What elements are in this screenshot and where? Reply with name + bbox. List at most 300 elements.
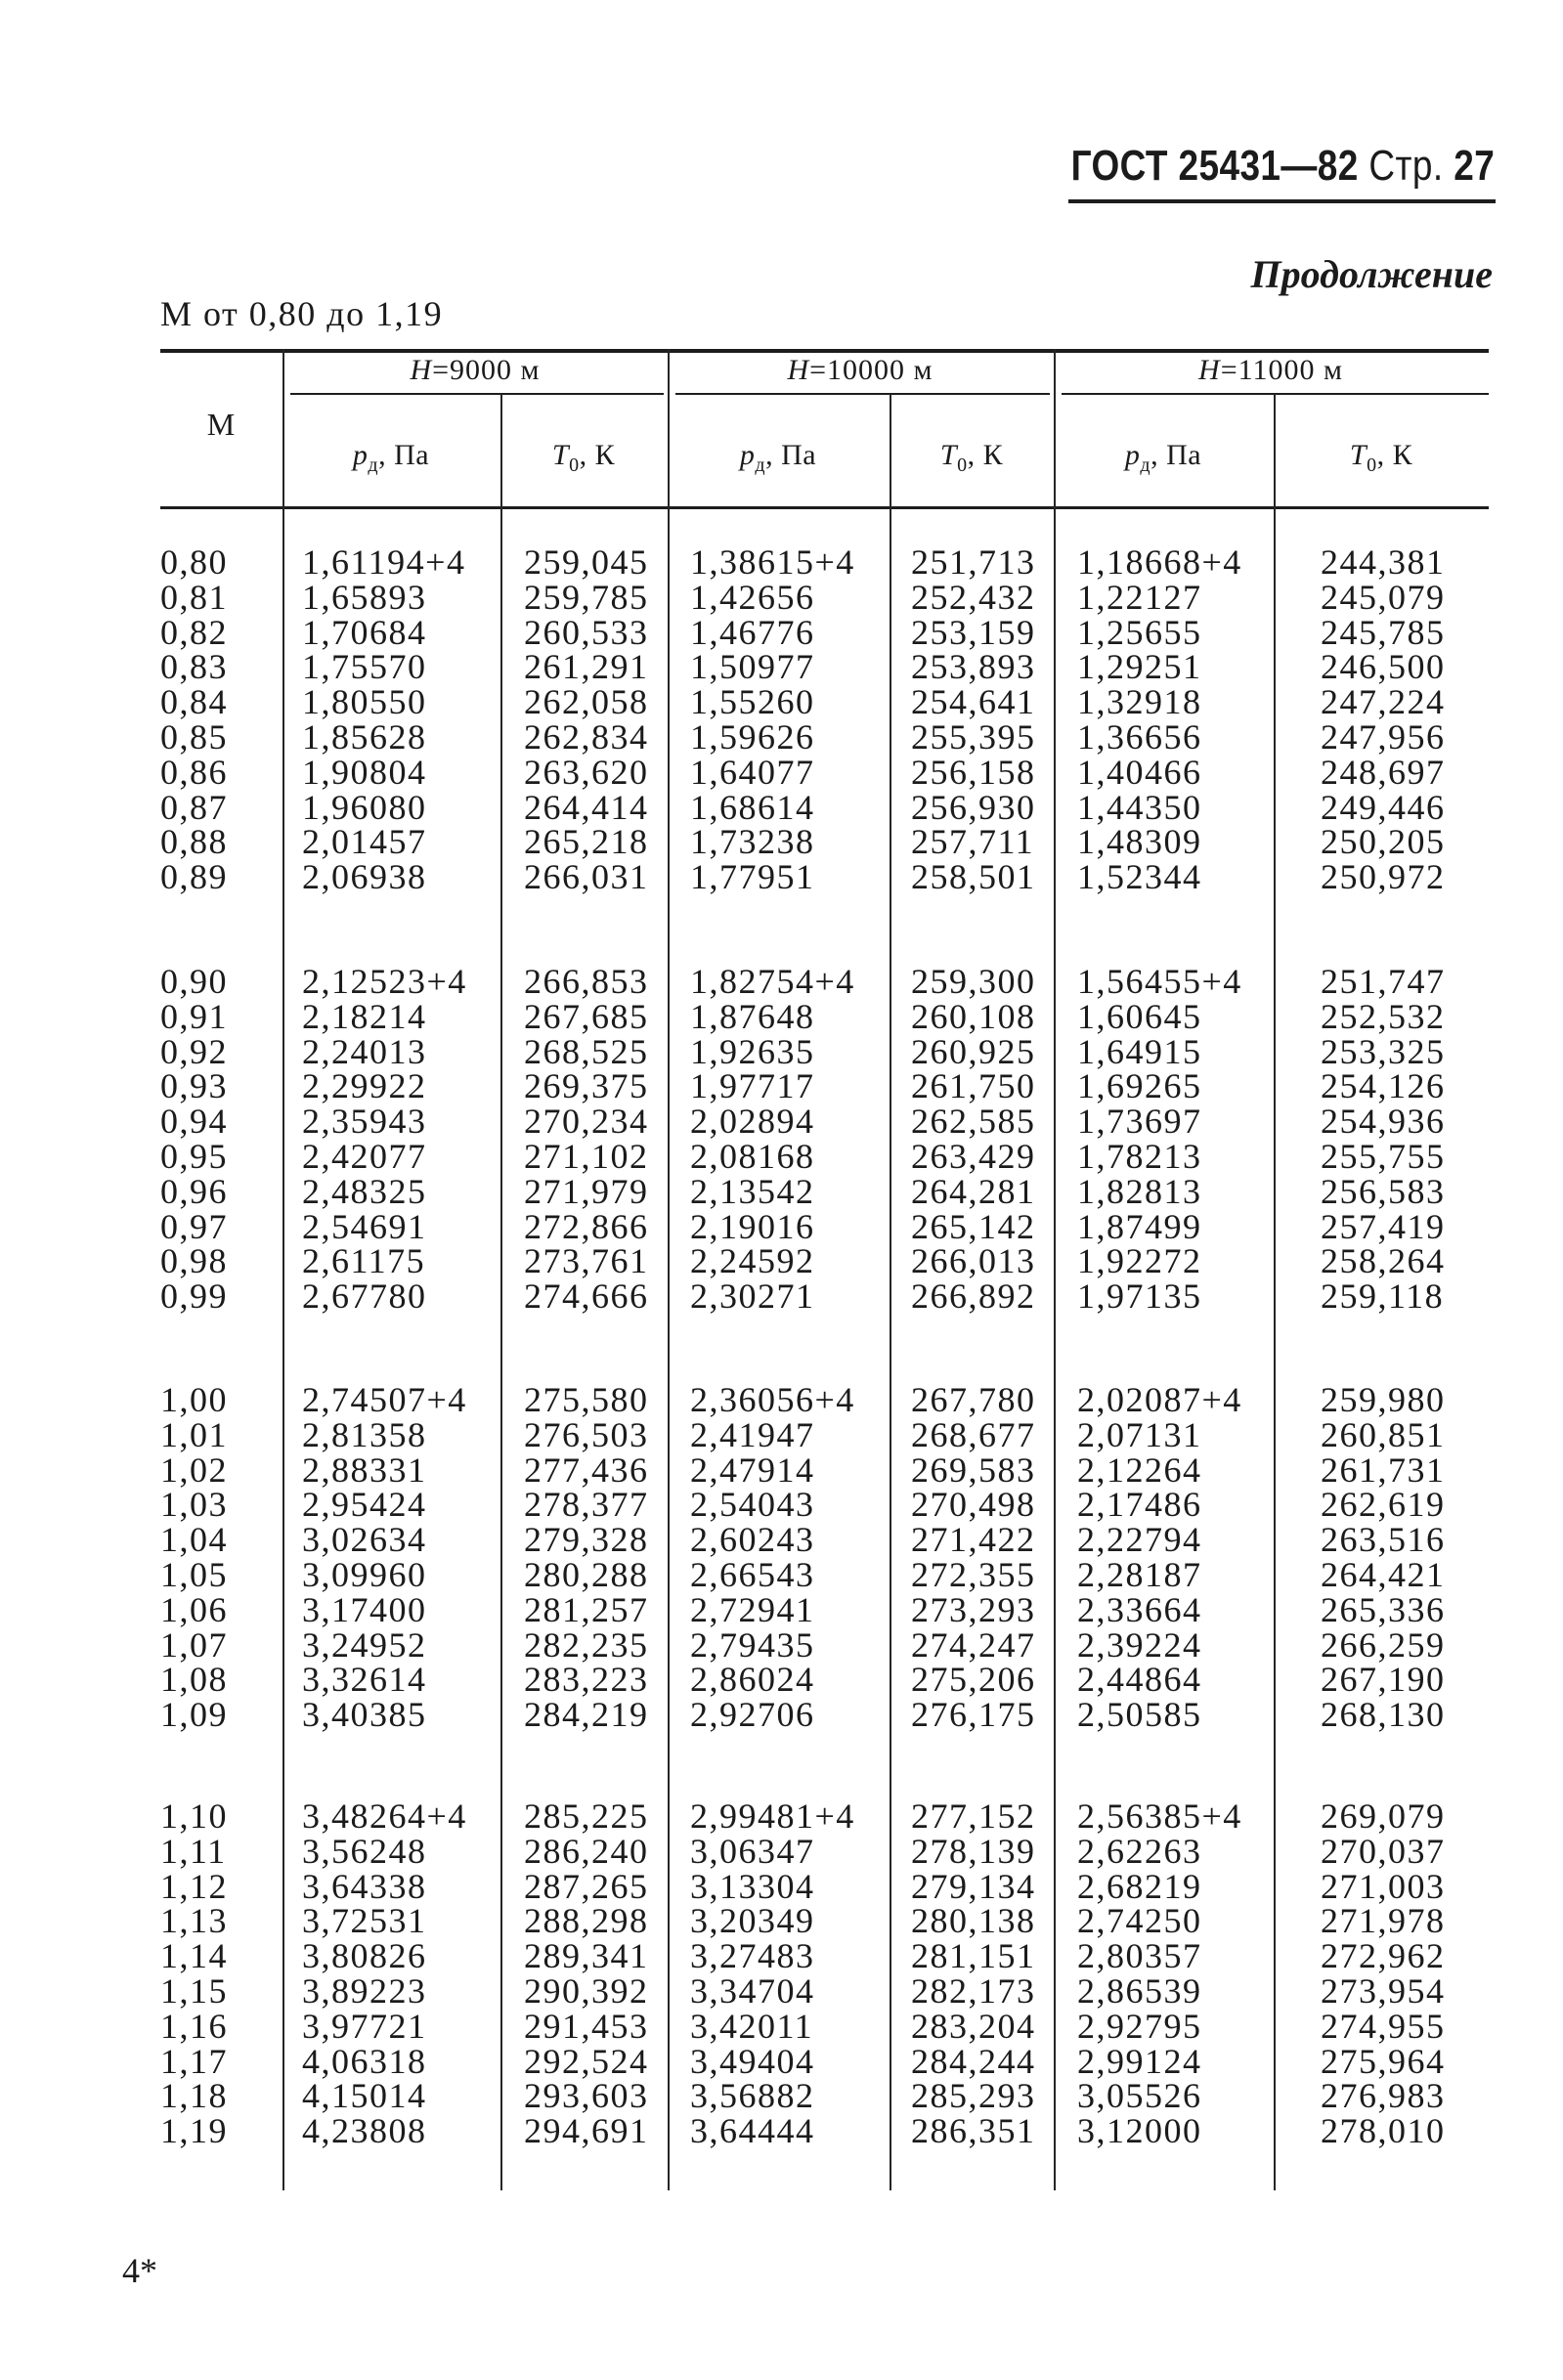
temperature-cell-h11000: 256,583 — [1321, 1171, 1446, 1211]
pressure-cell-h9000: 2,95424 — [302, 1485, 427, 1525]
pressure-cell-h10000: 3,27483 — [690, 1936, 815, 1976]
pressure-cell-h9000: 2,67780 — [302, 1277, 427, 1317]
mach-column-header: М — [206, 407, 236, 442]
temperature-unit: , К — [579, 439, 616, 471]
temperature-cell-h11000: 263,516 — [1321, 1520, 1446, 1560]
temperature-cell-h10000: 285,293 — [911, 2076, 1036, 2116]
pressure-cell-h11000: 2,39224 — [1077, 1624, 1202, 1665]
pressure-cell-h11000: 2,22794 — [1077, 1520, 1202, 1560]
mach-number-cell: 1,14 — [160, 1936, 228, 1976]
temperature-cell-h11000: 276,983 — [1321, 2076, 1446, 2116]
table-row — [0, 752, 1563, 792]
pressure-cell-h10000: 2,02894 — [690, 1102, 815, 1142]
pressure-cell-h9000: 3,56248 — [302, 1831, 427, 1871]
pressure-cell-h10000: 1,87648 — [690, 996, 815, 1036]
temperature-cell-h9000: 283,223 — [524, 1660, 649, 1700]
temperature-cell-h10000: 256,158 — [911, 752, 1036, 792]
temperature-cell-h10000: 271,422 — [911, 1520, 1036, 1560]
mach-number-cell: 0,92 — [160, 1031, 228, 1071]
temperature-cell-h9000: 263,620 — [524, 752, 649, 792]
temperature-cell-h11000: 250,205 — [1321, 822, 1446, 862]
pressure-cell-h9000: 2,81358 — [302, 1414, 427, 1454]
pressure-cell-h9000: 3,89223 — [302, 1971, 427, 2011]
table-row — [0, 1102, 1563, 1142]
pressure-cell-h9000: 2,88331 — [302, 1450, 427, 1490]
temperature-cell-h11000: 275,964 — [1321, 2041, 1446, 2081]
pressure-cell-h11000: 2,17486 — [1077, 1485, 1202, 1525]
temperature-cell-h9000: 285,225 — [524, 1796, 649, 1836]
pressure-cell-h10000: 1,82754+4 — [690, 962, 855, 1001]
temperature-cell-h10000: 252,432 — [911, 577, 1036, 617]
mach-number-cell: 0,98 — [160, 1241, 228, 1281]
pressure-cell-h10000: 3,42011 — [690, 2006, 814, 2046]
pressure-cell-h9000: 4,15014 — [302, 2076, 427, 2116]
table-row — [0, 822, 1563, 862]
temperature-cell-h9000: 271,102 — [524, 1137, 649, 1176]
pressure-cell-h9000: 4,06318 — [302, 2041, 427, 2081]
temperature-cell-h11000: 273,954 — [1321, 1971, 1446, 2011]
pressure-symbol: p — [1124, 439, 1141, 471]
table-row — [0, 964, 1563, 999]
temperature-cell-h11000: 269,079 — [1321, 1796, 1446, 1836]
pressure-cell-h10000: 2,47914 — [690, 1450, 815, 1490]
table-row — [0, 2076, 1563, 2116]
mach-number-cell: 1,18 — [160, 2076, 228, 2116]
table-row — [0, 544, 1563, 580]
altitude-value: =11000 м — [1220, 354, 1343, 386]
mach-number-cell: 0,88 — [160, 822, 228, 862]
temperature-cell-h9000: 280,288 — [524, 1555, 649, 1594]
pressure-cell-h11000: 1,73697 — [1077, 1102, 1202, 1142]
temperature-cell-h11000: 257,419 — [1321, 1206, 1446, 1246]
mach-number-cell: 1,04 — [160, 1520, 228, 1560]
temperature-cell-h10000: 261,750 — [911, 1066, 1036, 1106]
temperature-cell-h10000: 283,204 — [911, 2006, 1036, 2046]
mach-number-cell: 0,84 — [160, 682, 228, 722]
temperature-cell-h10000: 273,293 — [911, 1589, 1036, 1629]
pressure-cell-h9000: 1,65893 — [302, 577, 427, 617]
pressure-cell-h9000: 1,75570 — [302, 647, 427, 687]
temperature-cell-h10000: 279,134 — [911, 1866, 1036, 1906]
mach-number-cell: 1,15 — [160, 1971, 228, 2011]
temperature-cell-h9000: 261,291 — [524, 647, 649, 687]
temperature-cell-h9000: 266,853 — [524, 962, 649, 1001]
temperature-cell-h11000: 266,259 — [1321, 1624, 1446, 1665]
temperature-cell-h9000: 276,503 — [524, 1414, 649, 1454]
pressure-cell-h10000: 3,34704 — [690, 1971, 815, 2011]
pressure-cell-h10000: 2,24592 — [690, 1241, 815, 1281]
pressure-cell-h9000: 3,17400 — [302, 1589, 427, 1629]
temperature-cell-h9000: 259,785 — [524, 577, 649, 617]
pressure-cell-h9000: 3,97721 — [302, 2006, 427, 2046]
pressure-cell-h11000: 2,50585 — [1077, 1695, 1202, 1735]
mach-number-cell: 1,05 — [160, 1555, 228, 1594]
pressure-cell-h9000: 1,96080 — [302, 787, 427, 827]
mach-number-cell: 1,02 — [160, 1450, 228, 1490]
temperature-cell-h9000: 266,031 — [524, 857, 649, 897]
pressure-cell-h11000: 1,44350 — [1077, 787, 1202, 827]
temperature-cell-h9000: 284,219 — [524, 1695, 649, 1735]
table-row — [0, 787, 1563, 827]
pressure-cell-h9000: 1,85628 — [302, 717, 427, 757]
temperature-cell-h9000: 275,580 — [524, 1380, 649, 1419]
temperature-cell-h11000: 246,500 — [1321, 647, 1446, 687]
pressure-unit: , Па — [1151, 439, 1202, 471]
table-row — [0, 1031, 1563, 1071]
pressure-cell-h11000: 1,36656 — [1077, 717, 1202, 757]
pressure-cell-h10000: 2,79435 — [690, 1624, 815, 1665]
pressure-cell-h10000: 3,56882 — [690, 2076, 815, 2116]
temperature-cell-h11000: 264,421 — [1321, 1555, 1446, 1594]
temperature-cell-h11000: 261,731 — [1321, 1450, 1446, 1490]
pressure-cell-h11000: 1,69265 — [1077, 1066, 1202, 1106]
temperature-cell-h10000: 267,780 — [911, 1380, 1036, 1419]
table-row — [0, 1589, 1563, 1629]
mach-number-cell: 0,93 — [160, 1066, 228, 1106]
temperature-cell-h11000: 251,747 — [1321, 962, 1446, 1001]
temperature-cell-h9000: 262,058 — [524, 682, 649, 722]
pressure-cell-h10000: 2,99481+4 — [690, 1796, 855, 1836]
pressure-cell-h11000: 2,62263 — [1077, 1831, 1202, 1871]
pressure-cell-h10000: 3,64444 — [690, 2111, 815, 2151]
mach-number-cell: 0,82 — [160, 612, 228, 652]
pressure-cell-h10000: 1,92635 — [690, 1031, 815, 1071]
temperature-cell-h9000: 274,666 — [524, 1277, 649, 1317]
pressure-cell-h10000: 1,64077 — [690, 752, 815, 792]
temperature-cell-h11000: 272,962 — [1321, 1936, 1446, 1976]
temperature-cell-h9000: 260,533 — [524, 612, 649, 652]
temperature-cell-h11000: 250,972 — [1321, 857, 1446, 897]
pressure-cell-h10000: 2,72941 — [690, 1589, 815, 1629]
temperature-symbol: T — [551, 439, 570, 471]
pressure-cell-h10000: 1,77951 — [690, 857, 815, 897]
temperature-cell-h9000: 277,436 — [524, 1450, 649, 1490]
pressure-cell-h10000: 2,54043 — [690, 1485, 815, 1525]
mach-number-cell: 0,89 — [160, 857, 228, 897]
mach-number-cell: 1,17 — [160, 2041, 228, 2081]
temperature-cell-h9000: 293,603 — [524, 2076, 649, 2116]
mach-number-cell: 1,01 — [160, 1414, 228, 1454]
standard-number: ГОСТ 25431—82 — [1070, 142, 1359, 190]
table-row — [0, 1382, 1563, 1417]
temperature-cell-h10000: 272,355 — [911, 1555, 1036, 1594]
pressure-cell-h11000: 2,07131 — [1077, 1414, 1202, 1454]
temperature-cell-h10000: 266,892 — [911, 1277, 1036, 1317]
pressure-cell-h10000: 1,46776 — [690, 612, 815, 652]
pressure-cell-h9000: 1,80550 — [302, 682, 427, 722]
table-row — [0, 1660, 1563, 1700]
pressure-cell-h11000: 1,87499 — [1077, 1206, 1202, 1246]
temperature-cell-h11000: 265,336 — [1321, 1589, 1446, 1629]
temperature-cell-h9000: 279,328 — [524, 1520, 649, 1560]
temperature-cell-h9000: 294,691 — [524, 2111, 649, 2151]
temperature-cell-h9000: 292,524 — [524, 2041, 649, 2081]
temperature-cell-h11000: 245,785 — [1321, 612, 1446, 652]
table-row — [0, 1695, 1563, 1735]
table-row — [0, 1171, 1563, 1211]
temperature-cell-h11000: 252,532 — [1321, 996, 1446, 1036]
pressure-cell-h9000: 2,54691 — [302, 1206, 427, 1246]
temperature-cell-h9000: 264,414 — [524, 787, 649, 827]
temperature-unit: , К — [1376, 439, 1413, 471]
mach-number-cell: 0,97 — [160, 1206, 228, 1246]
temperature-cell-h9000: 286,240 — [524, 1831, 649, 1871]
table-row — [0, 1452, 1563, 1488]
temperature-cell-h10000: 265,142 — [911, 1206, 1036, 1246]
temperature-cell-h9000: 288,298 — [524, 1901, 649, 1941]
pressure-subscript: д — [368, 454, 379, 476]
temperature-cell-h10000: 253,893 — [911, 647, 1036, 687]
pressure-cell-h9000: 2,35943 — [302, 1102, 427, 1142]
table-row — [0, 1866, 1563, 1906]
altitude-symbol: H — [1198, 354, 1221, 386]
pressure-cell-h9000: 2,48325 — [302, 1171, 427, 1211]
table-row — [0, 1277, 1563, 1317]
temperature-cell-h11000: 254,936 — [1321, 1102, 1446, 1142]
pressure-cell-h9000: 2,24013 — [302, 1031, 427, 1071]
mach-number-cell: 0,81 — [160, 577, 228, 617]
sheet-mark: 4* — [122, 2251, 157, 2290]
temperature-cell-h11000: 247,224 — [1321, 682, 1446, 722]
pressure-cell-h10000: 2,36056+4 — [690, 1380, 855, 1419]
temperature-cell-h9000: 278,377 — [524, 1485, 649, 1525]
temperature-subscript: 0 — [957, 454, 968, 476]
table-row — [0, 1901, 1563, 1941]
temperature-cell-h10000: 251,713 — [911, 542, 1036, 582]
temperature-cell-h10000: 280,138 — [911, 1901, 1036, 1941]
pressure-cell-h9000: 1,61194+4 — [302, 542, 466, 582]
pressure-cell-h9000: 4,23808 — [302, 2111, 427, 2151]
temperature-cell-h10000: 260,925 — [911, 1031, 1036, 1071]
pressure-cell-h11000: 2,92795 — [1077, 2006, 1202, 2046]
pressure-cell-h9000: 2,06938 — [302, 857, 427, 897]
table-row — [0, 682, 1563, 722]
pressure-cell-h10000: 2,86024 — [690, 1660, 815, 1700]
altitude-symbol: H — [787, 354, 810, 386]
temperature-cell-h9000: 282,235 — [524, 1624, 649, 1665]
mach-number-cell: 1,19 — [160, 2111, 228, 2151]
temperature-cell-h10000: 263,429 — [911, 1137, 1036, 1176]
table-row — [0, 1520, 1563, 1560]
temperature-cell-h9000: 289,341 — [524, 1936, 649, 1976]
table-row — [0, 1241, 1563, 1281]
temperature-cell-h9000: 262,834 — [524, 717, 649, 757]
pressure-cell-h10000: 1,38615+4 — [690, 542, 855, 582]
pressure-unit: , Па — [765, 439, 817, 471]
temperature-symbol: T — [1349, 439, 1368, 471]
pressure-cell-h11000: 1,92272 — [1077, 1241, 1202, 1281]
mach-number-cell: 0,86 — [160, 752, 228, 792]
pressure-cell-h10000: 2,60243 — [690, 1520, 815, 1560]
pressure-cell-h11000: 2,68219 — [1077, 1866, 1202, 1906]
table-row — [0, 612, 1563, 652]
pressure-cell-h10000: 2,92706 — [690, 1695, 815, 1735]
pressure-cell-h9000: 2,29922 — [302, 1066, 427, 1106]
mach-number-cell: 0,83 — [160, 647, 228, 687]
temperature-cell-h10000: 282,173 — [911, 1971, 1036, 2011]
table-row — [0, 1936, 1563, 1976]
table-row — [0, 1624, 1563, 1665]
pressure-cell-h11000: 1,56455+4 — [1077, 962, 1242, 1001]
pressure-cell-h10000: 1,50977 — [690, 647, 815, 687]
pressure-cell-h11000: 1,78213 — [1077, 1137, 1202, 1176]
mach-number-cell: 0,87 — [160, 787, 228, 827]
temperature-cell-h9000: 271,979 — [524, 1171, 649, 1211]
temperature-cell-h11000: 278,010 — [1321, 2111, 1446, 2151]
table-row — [0, 647, 1563, 687]
pressure-cell-h9000: 2,74507+4 — [302, 1380, 467, 1419]
pressure-subscript: д — [1140, 454, 1151, 476]
pressure-cell-h11000: 1,25655 — [1077, 612, 1202, 652]
pressure-cell-h11000: 1,29251 — [1077, 647, 1202, 687]
pressure-cell-h11000: 1,48309 — [1077, 822, 1202, 862]
pressure-cell-h9000: 3,24952 — [302, 1624, 427, 1665]
mach-number-cell: 0,95 — [160, 1137, 228, 1176]
temperature-cell-h10000: 257,711 — [911, 822, 1035, 862]
pressure-cell-h11000: 2,80357 — [1077, 1936, 1202, 1976]
temperature-cell-h9000: 259,045 — [524, 542, 649, 582]
table-row — [0, 1831, 1563, 1871]
table-row — [0, 1973, 1563, 2009]
pressure-cell-h9000: 3,72531 — [302, 1901, 427, 1941]
pressure-cell-h11000: 1,40466 — [1077, 752, 1202, 792]
table-row — [0, 2111, 1563, 2151]
mach-number-cell: 0,91 — [160, 996, 228, 1036]
temperature-cell-h11000: 274,955 — [1321, 2006, 1446, 2046]
pressure-cell-h9000: 2,12523+4 — [302, 962, 467, 1001]
pressure-cell-h9000: 3,09960 — [302, 1555, 427, 1594]
temperature-cell-h10000: 264,281 — [911, 1171, 1036, 1211]
pressure-cell-h9000: 2,61175 — [302, 1241, 426, 1281]
temperature-cell-h9000: 291,453 — [524, 2006, 649, 2046]
mach-number-cell: 0,94 — [160, 1102, 228, 1142]
range-caption: М от 0,80 до 1,19 — [160, 294, 444, 333]
temperature-cell-h9000: 281,257 — [524, 1589, 649, 1629]
pressure-cell-h11000: 2,44864 — [1077, 1660, 1202, 1700]
mach-number-cell: 0,96 — [160, 1171, 228, 1211]
pressure-cell-h10000: 2,66543 — [690, 1555, 815, 1594]
temperature-cell-h10000: 260,108 — [911, 996, 1036, 1036]
temperature-cell-h11000: 248,697 — [1321, 752, 1446, 792]
mach-number-cell: 1,06 — [160, 1589, 228, 1629]
pressure-cell-h10000: 1,59626 — [690, 717, 815, 757]
table-row — [0, 1798, 1563, 1834]
mach-number-cell: 0,99 — [160, 1277, 228, 1317]
pressure-symbol: p — [739, 439, 756, 471]
pressure-cell-h9000: 3,40385 — [302, 1695, 427, 1735]
temperature-cell-h10000: 278,139 — [911, 1831, 1036, 1871]
mach-number-cell: 1,13 — [160, 1901, 228, 1941]
temperature-cell-h10000: 258,501 — [911, 857, 1036, 897]
mach-number-cell: 0,80 — [160, 542, 228, 582]
temperature-cell-h11000: 255,755 — [1321, 1137, 1446, 1176]
pressure-cell-h10000: 1,55260 — [690, 682, 815, 722]
pressure-symbol: p — [352, 439, 369, 471]
temperature-cell-h10000: 262,585 — [911, 1102, 1036, 1142]
temperature-cell-h10000: 270,498 — [911, 1485, 1036, 1525]
pressure-cell-h11000: 2,12264 — [1077, 1450, 1202, 1490]
pressure-cell-h9000: 3,80826 — [302, 1936, 427, 1976]
pressure-unit: , Па — [378, 439, 430, 471]
temperature-cell-h9000: 265,218 — [524, 822, 649, 862]
pressure-cell-h11000: 2,33664 — [1077, 1589, 1202, 1629]
temperature-cell-h10000: 277,152 — [911, 1796, 1036, 1836]
temperature-cell-h11000: 268,130 — [1321, 1695, 1446, 1735]
table-row — [0, 857, 1563, 897]
pressure-cell-h9000: 1,70684 — [302, 612, 427, 652]
temperature-cell-h11000: 259,980 — [1321, 1380, 1446, 1419]
altitude-symbol: H — [410, 354, 433, 386]
mach-number-cell: 0,85 — [160, 717, 228, 757]
temperature-cell-h11000: 258,264 — [1321, 1241, 1446, 1281]
temperature-cell-h10000: 281,151 — [911, 1936, 1036, 1976]
temperature-cell-h10000: 266,013 — [911, 1241, 1036, 1281]
temperature-cell-h11000: 262,619 — [1321, 1485, 1446, 1525]
pressure-cell-h11000: 3,12000 — [1077, 2111, 1202, 2151]
temperature-cell-h10000: 269,583 — [911, 1450, 1036, 1490]
pressure-cell-h9000: 2,01457 — [302, 822, 427, 862]
temperature-cell-h10000: 276,175 — [911, 1695, 1036, 1735]
pressure-cell-h10000: 2,13542 — [690, 1171, 815, 1211]
mach-number-cell: 1,03 — [160, 1485, 228, 1525]
pressure-cell-h11000: 1,52344 — [1077, 857, 1202, 897]
temperature-cell-h10000: 254,641 — [911, 682, 1036, 722]
temperature-cell-h10000: 274,247 — [911, 1624, 1036, 1665]
temperature-cell-h10000: 259,300 — [911, 962, 1036, 1001]
mach-number-cell: 0,90 — [160, 962, 228, 1001]
mach-number-cell: 1,12 — [160, 1866, 228, 1906]
table-row — [0, 996, 1563, 1036]
table-row — [0, 1206, 1563, 1246]
table-row — [0, 577, 1563, 617]
table-row — [0, 1485, 1563, 1525]
pressure-cell-h11000: 1,32918 — [1077, 682, 1202, 722]
pressure-cell-h9000: 3,48264+4 — [302, 1796, 467, 1836]
pressure-cell-h11000: 2,56385+4 — [1077, 1796, 1242, 1836]
pressure-cell-h10000: 2,30271 — [690, 1277, 815, 1317]
pressure-cell-h11000: 2,86539 — [1077, 1971, 1202, 2011]
temperature-symbol: T — [939, 439, 958, 471]
pressure-cell-h11000: 1,22127 — [1077, 577, 1202, 617]
pressure-cell-h9000: 3,64338 — [302, 1866, 427, 1906]
mach-number-cell: 1,11 — [160, 1831, 227, 1871]
temperature-cell-h9000: 268,525 — [524, 1031, 649, 1071]
pressure-cell-h11000: 2,99124 — [1077, 2041, 1202, 2081]
temperature-cell-h10000: 253,159 — [911, 612, 1036, 652]
temperature-cell-h9000: 270,234 — [524, 1102, 649, 1142]
temperature-cell-h11000: 271,978 — [1321, 1901, 1446, 1941]
table-row — [0, 1139, 1563, 1174]
temperature-cell-h10000: 255,395 — [911, 717, 1036, 757]
pressure-cell-h11000: 1,64915 — [1077, 1031, 1202, 1071]
pressure-cell-h10000: 2,19016 — [690, 1206, 815, 1246]
pressure-cell-h9000: 2,18214 — [302, 996, 427, 1036]
table-row — [0, 2041, 1563, 2081]
pressure-cell-h10000: 1,73238 — [690, 822, 815, 862]
pressure-cell-h10000: 3,20349 — [690, 1901, 815, 1941]
table-row — [0, 2006, 1563, 2046]
pressure-cell-h11000: 1,82813 — [1077, 1171, 1202, 1211]
pressure-cell-h9000: 3,32614 — [302, 1660, 427, 1700]
temperature-cell-h9000: 267,685 — [524, 996, 649, 1036]
mach-number-cell: 1,00 — [160, 1380, 228, 1419]
pressure-cell-h10000: 3,49404 — [690, 2041, 815, 2081]
pressure-cell-h9000: 2,42077 — [302, 1137, 427, 1176]
table-row — [0, 1414, 1563, 1454]
temperature-cell-h11000: 260,851 — [1321, 1414, 1446, 1454]
pressure-cell-h11000: 1,60645 — [1077, 996, 1202, 1036]
table-row — [0, 1066, 1563, 1106]
